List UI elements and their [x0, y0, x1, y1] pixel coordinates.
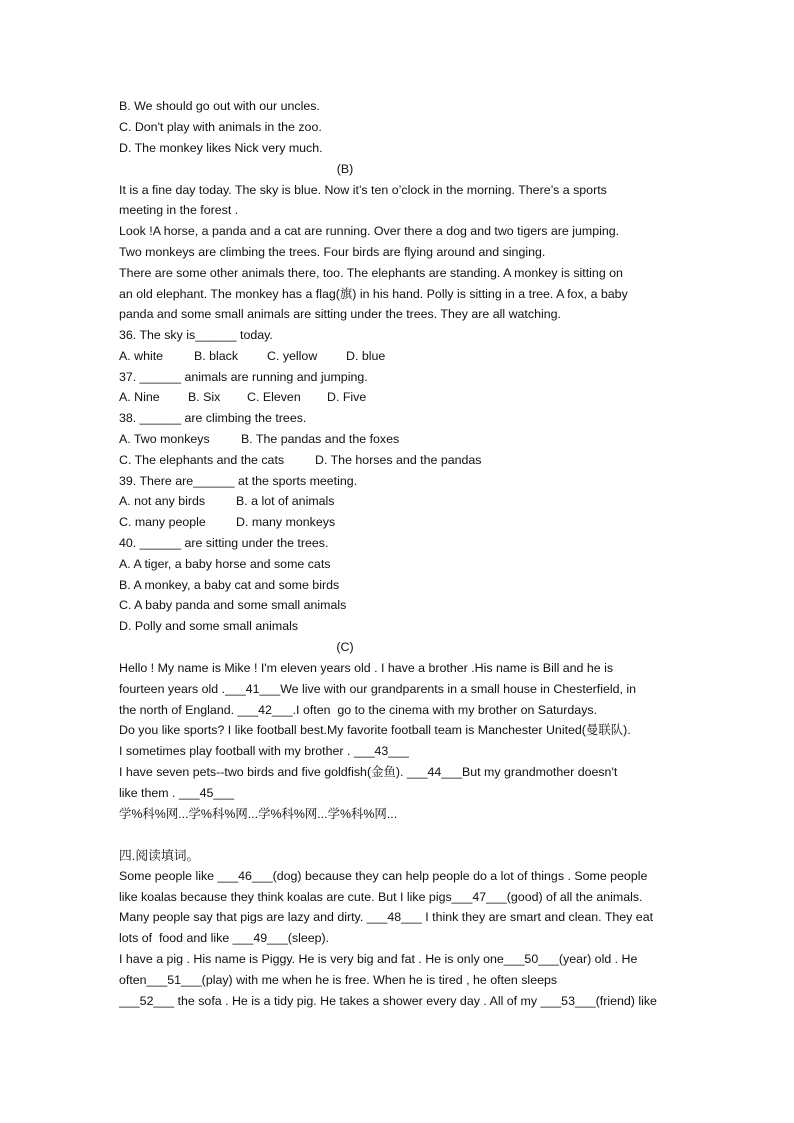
section-four-line: lots of food and like ___49___(sleep). [119, 931, 330, 945]
question-option: A. Two monkeys [119, 432, 210, 446]
question-option: C. Eleven [247, 390, 301, 404]
question-option: C. A baby panda and some small animals [119, 598, 347, 612]
passage-b-line: Two monkeys are climbing the trees. Four birds are flying around and singing. [119, 245, 546, 259]
section-heading: 四.阅读填词。 [119, 848, 200, 863]
section-four-line: ___52___ the sofa . He is a tidy pig. He takes a shower every day . All of my ___53___(friend) like [119, 994, 657, 1008]
passage-c-line: like them . ___45___ [119, 786, 235, 800]
question-option: D. The horses and the pandas [315, 453, 482, 467]
question-option: D. blue [346, 349, 386, 363]
passage-c-line: I sometimes play football with my brother . ___43___ [119, 744, 409, 758]
question-40-stem: 40. ______ are sitting under the trees. [119, 536, 329, 550]
question-option: C. The elephants and the cats [119, 453, 285, 467]
passage-b-line: There are some other animals there, too. The elephants are standing. A monkey is sitting on [119, 266, 623, 280]
passage-b-line: It is a fine day today. The sky is blue. Now it’s ten o’clock in the morning. There’s a sports [119, 183, 607, 197]
passage-c-line: the north of England. ___42___.I often go to the cinema with my brother on Saturdays. [119, 703, 598, 717]
passage-c-line: Hello ! My name is Mike ! I'm eleven years old . I have a brother .His name is Bill and he is [119, 661, 614, 675]
question-option: B. The pandas and the foxes [241, 432, 400, 446]
question-option: A. Nine [119, 390, 160, 404]
passage-c-line: I have seven pets--two birds and five goldfish(金鱼). ___44___But my grandmother doesn't [119, 765, 618, 779]
question-option: B. black [194, 349, 239, 363]
question-option: D. many monkeys [236, 515, 336, 529]
section-four-line: like koalas because they think koalas are cute. But I like pigs___47___(good) of all the animals. [119, 890, 643, 904]
passage-c-line: fourteen years old .___41___We live with our grandparents in a small house in Chesterfield, in [119, 682, 637, 696]
section-four-line: I have a pig . His name is Piggy. He is very big and fat . He is only one___50___(year) old . He [119, 952, 638, 966]
question-option: B. Six [188, 390, 221, 404]
question-option: D. Five [327, 390, 367, 404]
question-option: D. Polly and some small animals [119, 619, 299, 633]
prev-option-b: B. We should go out with our uncles. [119, 99, 320, 113]
passage-b-line: an old elephant. The monkey has a flag(旗) in his hand. Polly is sitting in a tree. A fox, a baby [119, 287, 628, 301]
section-four-line: often___51___(play) with me when he is free. When he is tired , he often sleeps [119, 973, 558, 987]
watermark-text: 学%科%网...学%科%网...学%科%网...学%科%网... [119, 807, 398, 821]
passage-c-label: (C) [336, 640, 354, 654]
question-38-stem: 38. ______ are climbing the trees. [119, 411, 307, 425]
passage-b-label: (B) [336, 162, 354, 176]
question-36-stem: 36. The sky is______ today. [119, 328, 273, 342]
question-option: A. not any birds [119, 494, 206, 508]
passage-c-line: Do you like sports? I like football best.My favorite football team is Manchester United(曼联队). [119, 723, 631, 737]
question-39-stem: 39. There are______ at the sports meeting. [119, 474, 358, 488]
passage-b-line: meeting in the forest . [119, 203, 239, 217]
question-option: A. white [119, 349, 164, 363]
passage-b-line: Look !A horse, a panda and a cat are running. Over there a dog and two tigers are jumping. [119, 224, 620, 238]
question-option: B. a lot of animals [236, 494, 335, 508]
question-option: C. yellow [267, 349, 318, 363]
question-37-stem: 37. ______ animals are running and jumping. [119, 370, 368, 384]
prev-option-c: C. Don't play with animals in the zoo. [119, 120, 322, 134]
section-four-line: Some people like ___46___(dog) because they can help people do a lot of things . Some people [119, 869, 648, 883]
question-option: C. many people [119, 515, 206, 529]
question-option: A. A tiger, a baby horse and some cats [119, 557, 331, 571]
prev-option-d: D. The monkey likes Nick very much. [119, 141, 323, 155]
passage-b-line: panda and some small animals are sitting under the trees. They are all watching. [119, 307, 561, 321]
question-option: B. A monkey, a baby cat and some birds [119, 578, 340, 592]
section-four-line: Many people say that pigs are lazy and dirty. ___48___ I think they are smart and clean. They eat [119, 910, 654, 924]
